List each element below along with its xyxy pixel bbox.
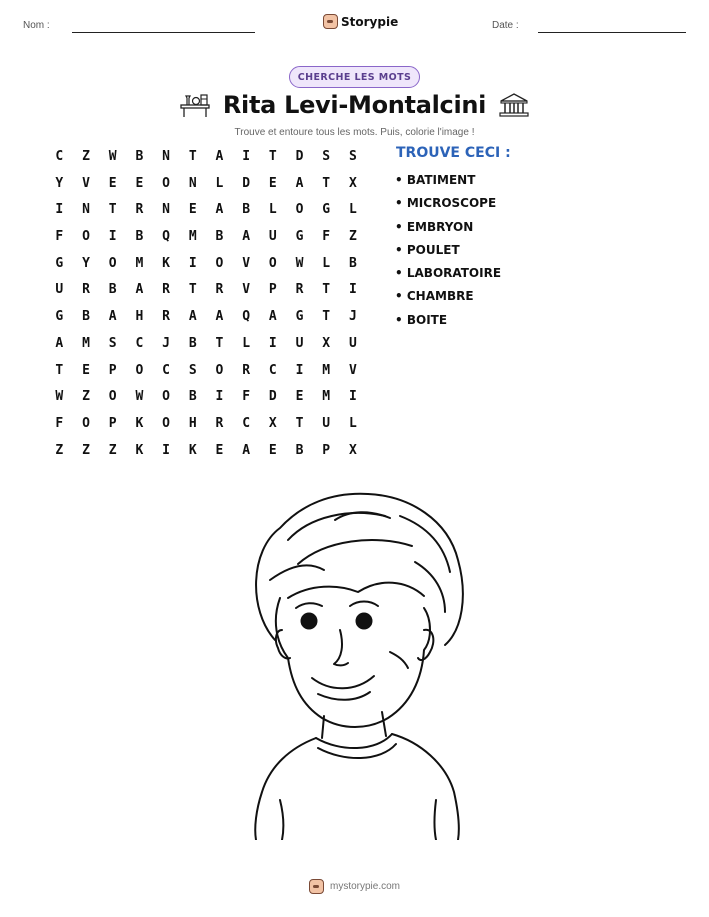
grid-letter[interactable]: V — [242, 282, 251, 298]
grid-letter[interactable]: R — [135, 202, 144, 218]
grid-letter[interactable]: N — [188, 175, 197, 191]
activity-badge: CHERCHE LES MOTS — [289, 66, 420, 88]
grid-letter[interactable]: P — [322, 442, 331, 458]
grid-letter[interactable]: I — [108, 229, 117, 245]
grid-letter[interactable]: F — [242, 389, 251, 405]
grid-letter[interactable]: P — [108, 362, 117, 378]
grid-letter[interactable]: G — [55, 255, 64, 271]
grid-letter[interactable]: D — [268, 389, 277, 405]
grid-letter[interactable]: L — [348, 202, 357, 218]
grid-letter[interactable]: Q — [162, 229, 170, 245]
grid-letter[interactable]: I — [162, 442, 170, 458]
grid-letter[interactable]: H — [135, 309, 144, 325]
grid-letter[interactable]: C — [268, 362, 277, 378]
instructions: Trouve et entoure tous les mots. Puis, colorie l'image ! — [234, 127, 475, 138]
grid-letter[interactable]: A — [55, 335, 64, 351]
grid-letter[interactable]: A — [135, 282, 144, 298]
grid-letter[interactable]: J — [348, 309, 357, 325]
grid-letter[interactable]: O — [82, 415, 90, 431]
grid-letter[interactable]: R — [215, 282, 224, 298]
grid-letter[interactable]: Z — [108, 442, 117, 458]
grid-letter[interactable]: G — [322, 202, 331, 218]
word-list — [395, 172, 501, 335]
grid-letter[interactable]: V — [82, 175, 90, 191]
grid-letter[interactable]: K — [135, 442, 144, 458]
grid-letter[interactable]: L — [215, 175, 224, 191]
grid-letter[interactable]: T — [188, 149, 197, 164]
grid-letter[interactable]: B — [188, 389, 197, 405]
grid-letter[interactable]: X — [348, 442, 357, 458]
grid-letter[interactable]: B — [242, 202, 251, 218]
mascot-icon — [323, 14, 338, 29]
grid-letter[interactable]: I — [295, 362, 304, 378]
grid-letter[interactable]: I — [242, 149, 251, 164]
word-search-grid — [46, 148, 366, 468]
grid-letter[interactable]: N — [82, 202, 90, 218]
grid-letter[interactable]: H — [188, 415, 197, 431]
grid-letter[interactable]: N — [162, 202, 170, 218]
word-list-item: • MICROSCOPE — [395, 195, 501, 218]
grid-letter[interactable]: X — [322, 335, 331, 351]
grid-letter[interactable]: C — [162, 362, 170, 378]
grid-letter[interactable]: E — [215, 442, 224, 458]
grid-letter[interactable]: M — [188, 229, 197, 245]
title-row — [0, 91, 709, 119]
find-list-title: TROUVE CECI : — [396, 145, 511, 161]
grid-letter[interactable]: I — [268, 335, 277, 351]
grid-letter[interactable]: A — [295, 175, 304, 191]
grid-letter[interactable]: G — [55, 309, 64, 325]
grid-letter[interactable]: O — [135, 362, 144, 378]
grid-letter[interactable]: O — [108, 255, 117, 271]
grid-letter[interactable]: C — [135, 335, 144, 351]
word-list-item: • POULET — [395, 242, 501, 265]
grid-letter[interactable]: O — [82, 229, 90, 245]
grid-letter[interactable]: I — [348, 389, 357, 405]
grid-letter[interactable]: L — [322, 255, 331, 271]
laboratory-desk-icon — [179, 92, 211, 118]
grid-letter[interactable]: T — [322, 175, 331, 191]
grid-letter[interactable]: F — [55, 415, 64, 431]
grid-letter[interactable]: R — [82, 282, 90, 298]
grid-letter[interactable]: A — [215, 149, 224, 164]
grid-letter[interactable]: J — [162, 335, 170, 351]
grid-letter[interactable]: L — [268, 202, 277, 218]
grid-letter[interactable]: W — [135, 389, 144, 405]
grid-letter[interactable]: U — [322, 415, 331, 431]
grid-letter[interactable]: Z — [348, 229, 357, 245]
grid-letter[interactable]: R — [162, 282, 170, 298]
word-list-item: • CHAMBRE — [395, 288, 501, 311]
name-line[interactable] — [72, 32, 255, 33]
grid-letter[interactable]: S — [108, 335, 117, 351]
grid-letter[interactable]: E — [135, 175, 144, 191]
word-list-item: • BATIMENT — [395, 172, 501, 195]
grid-letter[interactable]: I — [188, 255, 197, 271]
grid-letter[interactable]: G — [295, 229, 304, 245]
grid-letter[interactable]: T — [295, 415, 304, 431]
word-list-item: • LABORATOIRE — [395, 265, 501, 288]
word-list-item: • BOITE — [395, 312, 501, 335]
grid-letter[interactable]: B — [295, 442, 304, 458]
grid-letter[interactable]: Z — [82, 149, 90, 164]
grid-letter[interactable]: R — [242, 362, 251, 378]
grid-letter[interactable]: E — [108, 175, 117, 191]
grid-letter[interactable]: Z — [82, 389, 90, 405]
grid-letter[interactable]: O — [108, 389, 117, 405]
grid-letter[interactable]: Z — [55, 442, 64, 458]
grid-letter[interactable]: Z — [82, 442, 90, 458]
grid-letter[interactable]: F — [322, 229, 331, 245]
grid-letter[interactable]: D — [295, 149, 304, 164]
grid-letter[interactable]: E — [295, 389, 304, 405]
grid-letter[interactable]: I — [215, 389, 224, 405]
grid-letter[interactable]: A — [268, 309, 277, 325]
grid-letter[interactable]: B — [188, 335, 197, 351]
museum-building-icon — [498, 92, 530, 118]
grid-letter[interactable]: X — [348, 175, 357, 191]
grid-letter[interactable]: R — [215, 415, 224, 431]
grid-letter[interactable]: M — [322, 389, 331, 405]
grid-letter[interactable]: I — [55, 202, 64, 218]
grid-letter[interactable]: Y — [55, 175, 64, 191]
grid-letter[interactable]: R — [162, 309, 170, 325]
grid-letter[interactable]: A — [108, 309, 117, 325]
date-label: Date : — [492, 20, 519, 31]
grid-letter[interactable]: E — [268, 175, 277, 191]
grid-letter[interactable]: D — [242, 175, 251, 191]
grid-letter[interactable]: B — [135, 149, 144, 164]
grid-letter[interactable]: O — [162, 415, 170, 431]
grid-letter[interactable]: B — [108, 282, 117, 298]
grid-letter[interactable]: V — [348, 362, 357, 378]
grid-letter[interactable]: P — [108, 415, 117, 431]
grid-letter[interactable]: A — [215, 202, 224, 218]
footer-url[interactable]: mystorypie.com — [329, 881, 400, 892]
grid-letter[interactable]: T — [108, 202, 117, 218]
grid-letter[interactable]: O — [295, 202, 304, 218]
grid-letter[interactable]: M — [135, 255, 144, 271]
grid-letter[interactable]: K — [162, 255, 170, 271]
date-line[interactable] — [538, 32, 686, 33]
grid-letter[interactable]: T — [322, 309, 331, 325]
grid-letter[interactable]: U — [348, 335, 357, 351]
grid-letter[interactable]: I — [348, 282, 357, 298]
grid-letter[interactable]: K — [135, 415, 144, 431]
name-label: Nom : — [23, 20, 50, 31]
grid-letter[interactable]: W — [108, 149, 117, 164]
grid-letter[interactable]: E — [82, 362, 90, 378]
grid-letter[interactable]: Y — [82, 255, 90, 271]
grid-letter[interactable]: E — [268, 442, 277, 458]
grid-letter[interactable]: T — [215, 335, 224, 351]
grid-letter[interactable]: M — [322, 362, 331, 378]
grid-letter[interactable]: W — [295, 255, 304, 271]
grid-letter[interactable]: S — [188, 362, 197, 378]
grid-letter[interactable]: B — [82, 309, 90, 325]
grid-letter[interactable]: A — [215, 309, 224, 325]
grid-letter[interactable]: B — [215, 229, 224, 245]
grid-letter[interactable]: T — [188, 282, 197, 298]
grid-letter[interactable]: O — [215, 362, 224, 378]
mascot-icon — [309, 879, 324, 894]
grid-letter[interactable]: X — [268, 415, 277, 431]
grid-letter[interactable]: C — [55, 149, 64, 164]
grid-letter[interactable]: C — [242, 415, 251, 431]
grid-letter[interactable]: U — [55, 282, 64, 298]
grid-letter[interactable]: T — [55, 362, 64, 378]
grid-letter[interactable]: V — [242, 255, 251, 271]
grid-letter[interactable]: G — [295, 309, 304, 325]
brand-name: Storypie — [341, 14, 399, 29]
grid-letter[interactable]: U — [295, 335, 304, 351]
grid-letter[interactable]: S — [322, 149, 331, 164]
grid-letter[interactable]: L — [242, 335, 251, 351]
grid-letter[interactable]: O — [162, 175, 170, 191]
grid-letter[interactable]: A — [188, 309, 197, 325]
grid-letter[interactable]: E — [188, 202, 197, 218]
grid-letter[interactable]: Q — [242, 309, 251, 325]
grid-letter[interactable]: W — [55, 389, 64, 405]
grid-letter[interactable]: O — [215, 255, 224, 271]
grid-letter[interactable]: A — [242, 442, 251, 458]
grid-letter[interactable]: S — [348, 149, 357, 164]
grid-letter[interactable]: A — [242, 229, 251, 245]
brand-logo — [323, 14, 398, 29]
grid-letter[interactable]: U — [268, 229, 277, 245]
grid-letter[interactable]: M — [82, 335, 90, 351]
grid-letter[interactable]: O — [268, 255, 277, 271]
grid-letter[interactable]: T — [268, 149, 277, 164]
grid-letter[interactable]: N — [162, 149, 170, 164]
page-title: Rita Levi-Montalcini — [222, 91, 487, 119]
coloring-portrait — [240, 480, 475, 845]
grid-letter[interactable]: B — [135, 229, 144, 245]
grid-letter[interactable]: L — [348, 415, 357, 431]
grid-letter[interactable]: O — [162, 389, 170, 405]
grid-letter[interactable]: B — [348, 255, 357, 271]
grid-letter[interactable]: T — [322, 282, 331, 298]
footer — [0, 879, 709, 894]
grid-letter[interactable]: F — [55, 229, 64, 245]
word-list-item: • EMBRYON — [395, 219, 501, 242]
grid-letter[interactable]: K — [188, 442, 197, 458]
grid-letter[interactable]: R — [295, 282, 304, 298]
grid-letter[interactable]: P — [268, 282, 277, 298]
